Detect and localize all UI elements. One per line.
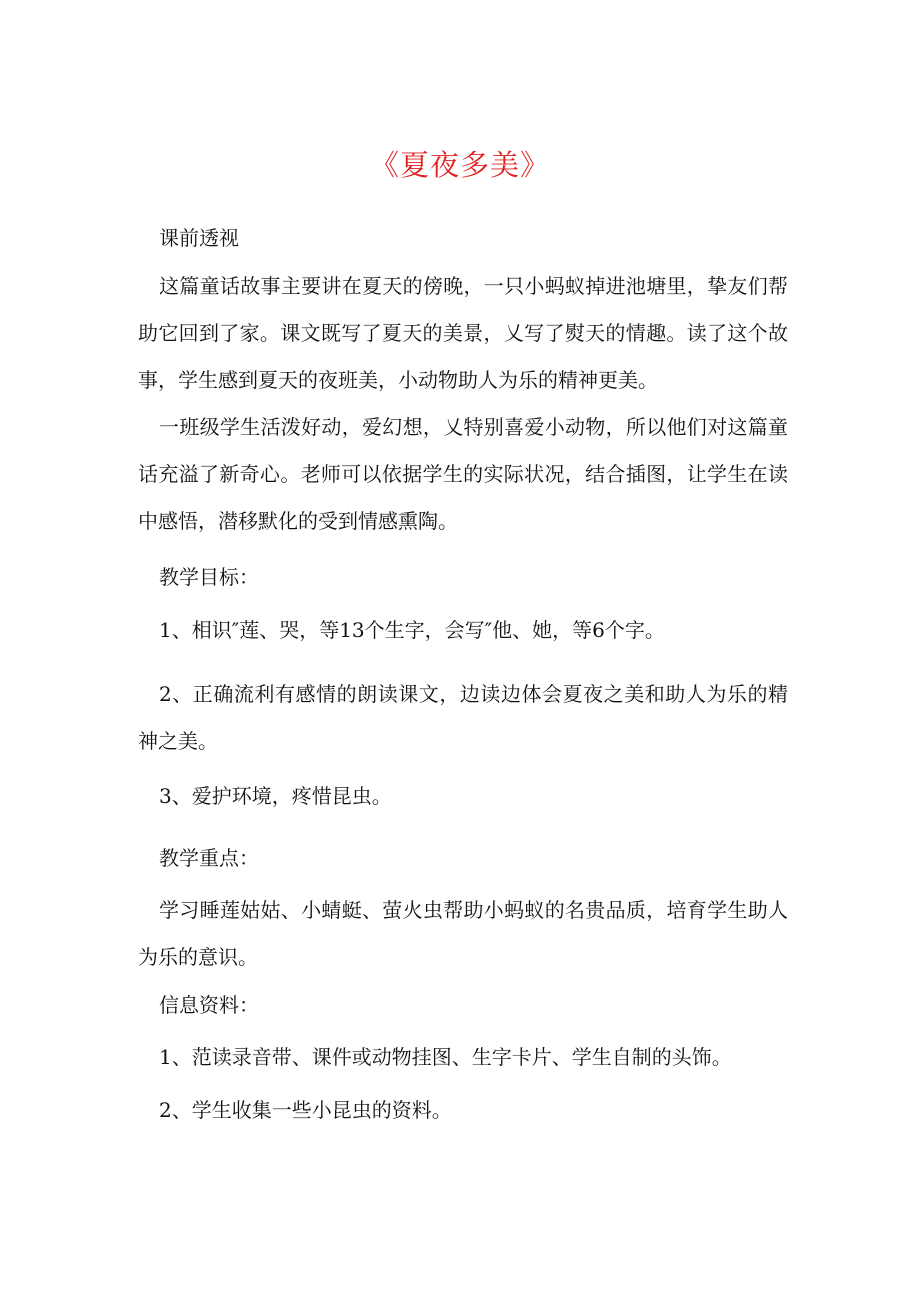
section-heading-key-points: 教学重点： (159, 846, 259, 870)
section-heading-objectives: 教学目标： (159, 565, 259, 589)
paragraph-student-analysis: 一班级学生活泼好动，爱幻想，乂特别喜爱小动物，所以他们对这篇童话充溢了新奇心。老师可以依据学生的实际状况，结合插图，让学生在读中感悟，潜移默化的受到情感熏陶。 (138, 415, 788, 533)
objective-item-3: 3、爱护环境，疼惜昆虫。 (159, 784, 392, 808)
paragraph-key-points: 学习睡莲姑姑、小蜻蜓、萤火虫帮助小蚂蚁的名贵品质，培育学生助人为乐的意识。 (138, 898, 788, 969)
resource-item-2: 2、学生收集一些小昆虫的资料。 (159, 1098, 452, 1122)
paragraph-story-summary: 这篇童话故事主要讲在夏天的傍晚，一只小蚂蚁掉进池塘里，挚友们帮助它回到了家。课文既写了夏天的美景，乂写了熨天的情趣。读了这个故事，学生感到夏天的夜班美，小动物助人为乐的精神更美。 (138, 274, 788, 392)
section-heading-preview: 课前透视 (159, 226, 239, 250)
resource-item-1: 1、范读录音带、课件或动物挂图、生字卡片、学生自制的头饰。 (159, 1045, 732, 1069)
objective-item-2: 2、正确流利有感情的朗读课文，边读边体会夏夜之美和助人为乐的精神之美。 (138, 682, 788, 753)
section-heading-resources: 信息资料： (159, 993, 259, 1017)
document-title: 《夏夜多美》 (369, 148, 550, 182)
objective-item-1: 1、相识″莲、哭，等13个生字，会写″他、她，等6个字。 (159, 618, 665, 642)
